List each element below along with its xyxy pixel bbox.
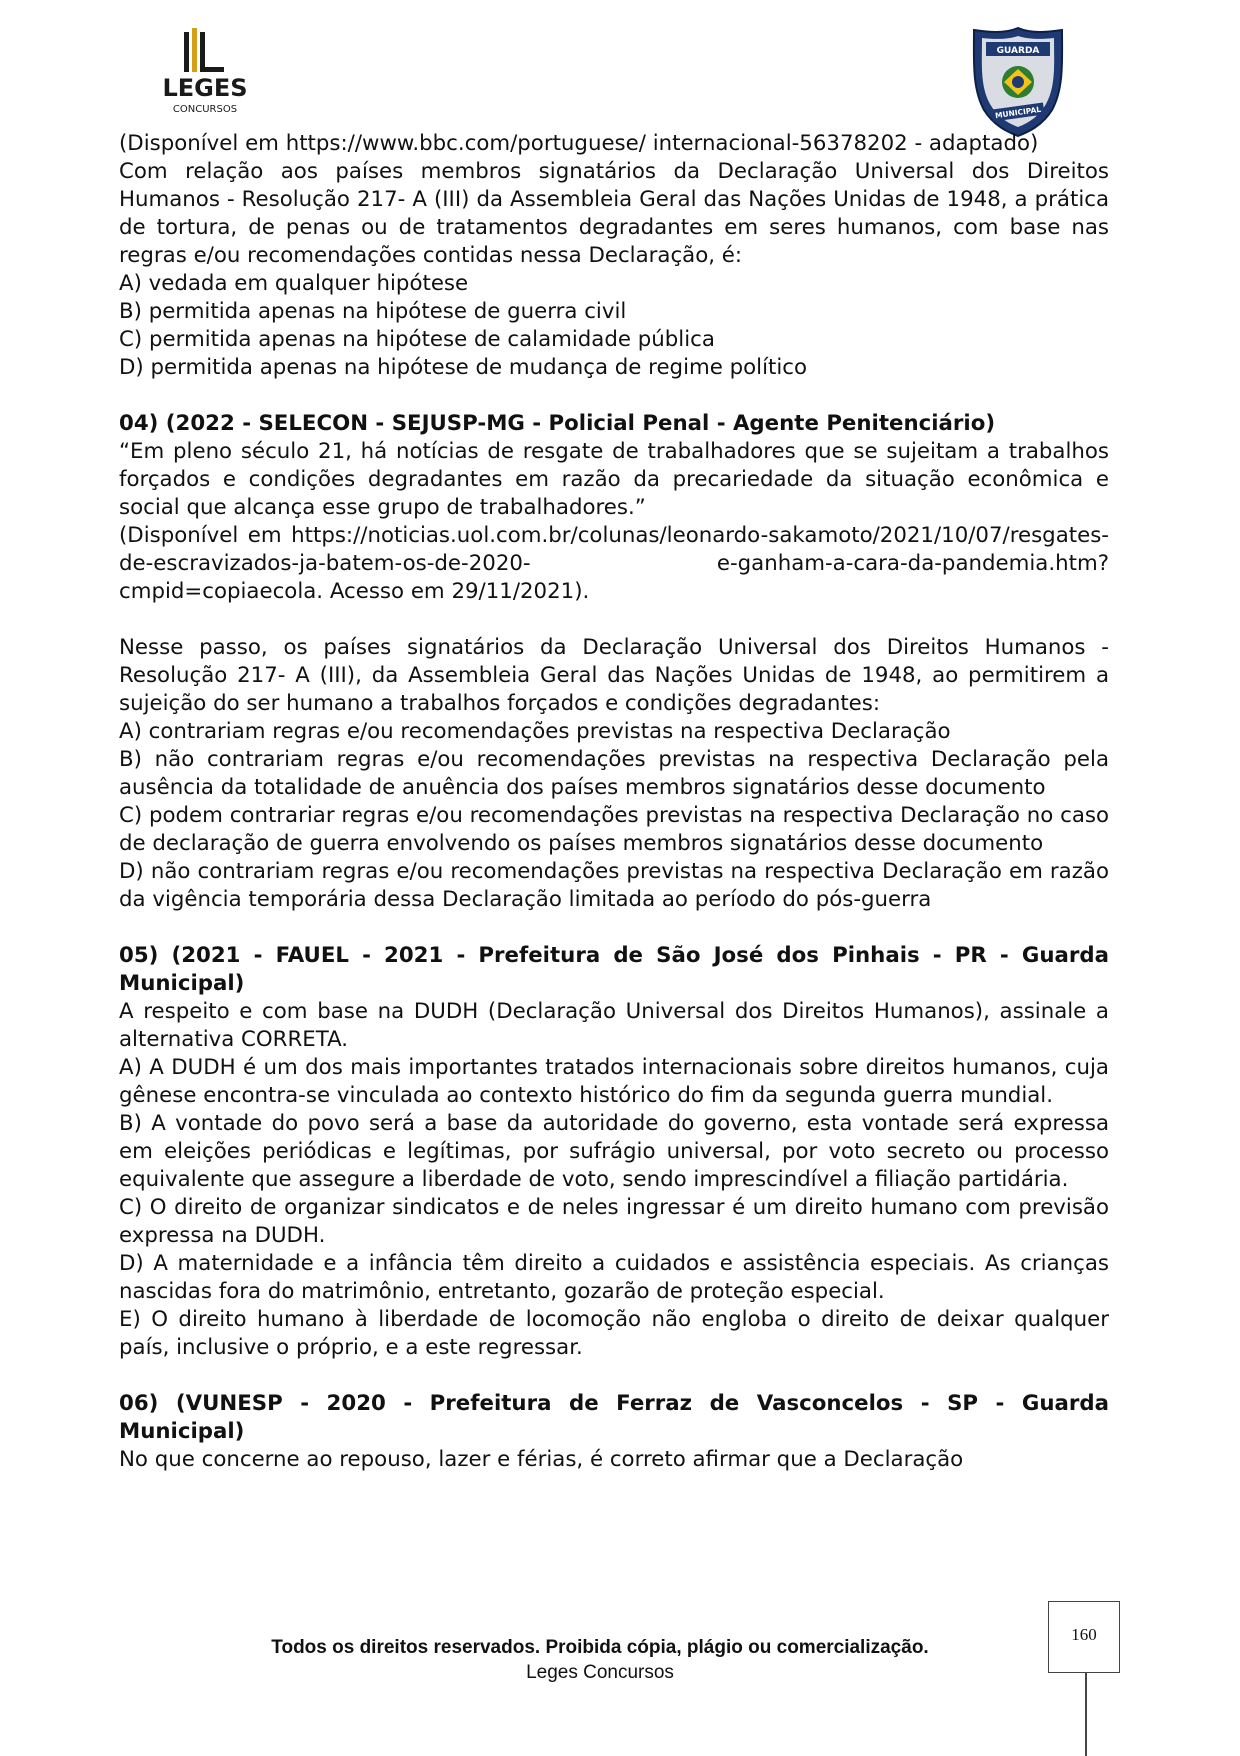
question4-quote: “Em pleno século 21, há notícias de resgate de trabalhadores que se sujeitam a trabalhos forçados e condições degradantes em razão da precariedade da situação econômica e social que alcança esse grupo de trabalhadores.” [119,439,1109,520]
question4-option-a: A) contrariam regras e/ou recomendações previstas na respectiva Declaração [119,719,951,744]
question3-statement: Com relação aos países membros signatários da Declaração Universal dos Direitos Humanos - Resolução 217- A (III) da Assembleia Geral das Nações Unidas de 1948, a prática de tortura, de penas ou de tratamentos degradantes em seres humanos, com base nas regras e/ou recomendações contidas nessa Declaração, é: [119,159,1109,268]
question5-option-e: E) O direito humano à liberdade de locomoção não engloba o direito de deixar qualquer país, inclusive o próprio, e a este regressar. [119,1307,1109,1360]
page-content [119,130,1109,1474]
footer-copyright-notice: Todos os direitos reservados. Proibida cópia, plágio ou comercialização. [271,1637,929,1658]
question4-heading: 04) (2022 - SELECON - SEJUSP-MG - Policial Penal - Agente Penitenciário) [119,411,996,436]
question4-option-b: B) não contrariam regras e/ou recomendações previstas na respectiva Declaração pela ausência da totalidade de anuência dos países membros signatários desse documento [119,747,1109,800]
leges-logo [150,26,260,118]
question4-option-d: D) não contrariam regras e/ou recomendações previstas na respectiva Declaração em razão da vigência temporária dessa Declaração limitada ao período do pós-guerra [119,859,1109,912]
question5-option-c: C) O direito de organizar sindicatos e de neles ingressar é um direito humano com previsão expressa na DUDH. [119,1195,1109,1248]
question5-statement: A respeito e com base na DUDH (Declaração Universal dos Direitos Humanos), assinale a alternativa CORRETA. [119,999,1109,1052]
question3-option-a: A) vedada em qualquer hipótese [119,271,469,296]
question6-statement: No que concerne ao repouso, lazer e férias, é correto afirmar que a Declaração [119,1447,964,1472]
question4-option-c: C) podem contrariar regras e/ou recomendações previstas na respectiva Declaração no caso de declaração de guerra envolvendo os países membros signatários desse documento [119,803,1109,856]
spacer [119,914,1109,942]
question4-source: (Disponível em https://noticias.uol.com.br/colunas/leonardo-sakamoto/2021/10/07/resgates-de-escravizados-ja-batem-os-de-2020- e-ganham-a-cara-da-pandemia.htm?cmpid=copiaecola. Acesso em 29/11/2021). [119,523,1109,604]
question5-option-a: A) A DUDH é um dos mais importantes tratados internacionais sobre direitos humanos, cuja gênese encontra-se vinculada ao contexto histórico do fim da segunda guerra mundial. [119,1055,1109,1108]
logo-title: LEGES [162,74,248,102]
question4-statement: Nesse passo, os países signatários da Declaração Universal dos Direitos Humanos - Resolução 217- A (III), da Assembleia Geral das Nações Unidas de 1948, ao permitirem a sujeição do ser humano a trabalhos forçados e condições degradantes: [119,635,1109,716]
badge-bottom-text: MUNICIPAL [994,104,1042,121]
question3-option-d: D) permitida apenas na hipótese de mudança de regime político [119,355,807,380]
footer-company: Leges Concursos [526,1662,674,1683]
spacer [119,382,1109,410]
question3-source: (Disponível em https://www.bbc.com/portuguese/ internacional-56378202 - adaptado) [119,131,1039,156]
page-number-divider [1085,1673,1087,1756]
question5-option-d: D) A maternidade e a infância têm direito a cuidados e assistência especiais. As crianças nascidas fora do matrimônio, entretanto, gozarão de proteção especial. [119,1251,1109,1304]
spacer [119,606,1109,634]
question6-heading: 06) (VUNESP - 2020 - Prefeitura de Ferraz de Vasconcelos - SP - Guarda Municipal) [119,1391,1109,1444]
spacer [119,1362,1109,1390]
page-header [0,0,1240,140]
question5-option-b: B) A vontade do povo será a base da autoridade do governo, esta vontade será expressa em eleições periódicas e legítimas, por sufrágio universal, por voto secreto ou processo equivalente que assegure a liberdade de voto, sendo imprescindível a filiação partidária. [119,1111,1109,1192]
logo-subtitle: CONCURSOS [172,104,238,115]
guarda-municipal-badge-icon [970,26,1066,138]
question3-option-c: C) permitida apenas na hipótese de calamidade pública [119,327,715,352]
page-number: 160 [1071,1625,1097,1644]
question5-heading: 05) (2021 - FAUEL - 2021 - Prefeitura de São José dos Pinhais - PR - Guarda Municipal) [119,943,1109,996]
question3-option-b: B) permitida apenas na hipótese de guerra civil [119,299,627,324]
badge-top-text: GUARDA [996,46,1040,56]
